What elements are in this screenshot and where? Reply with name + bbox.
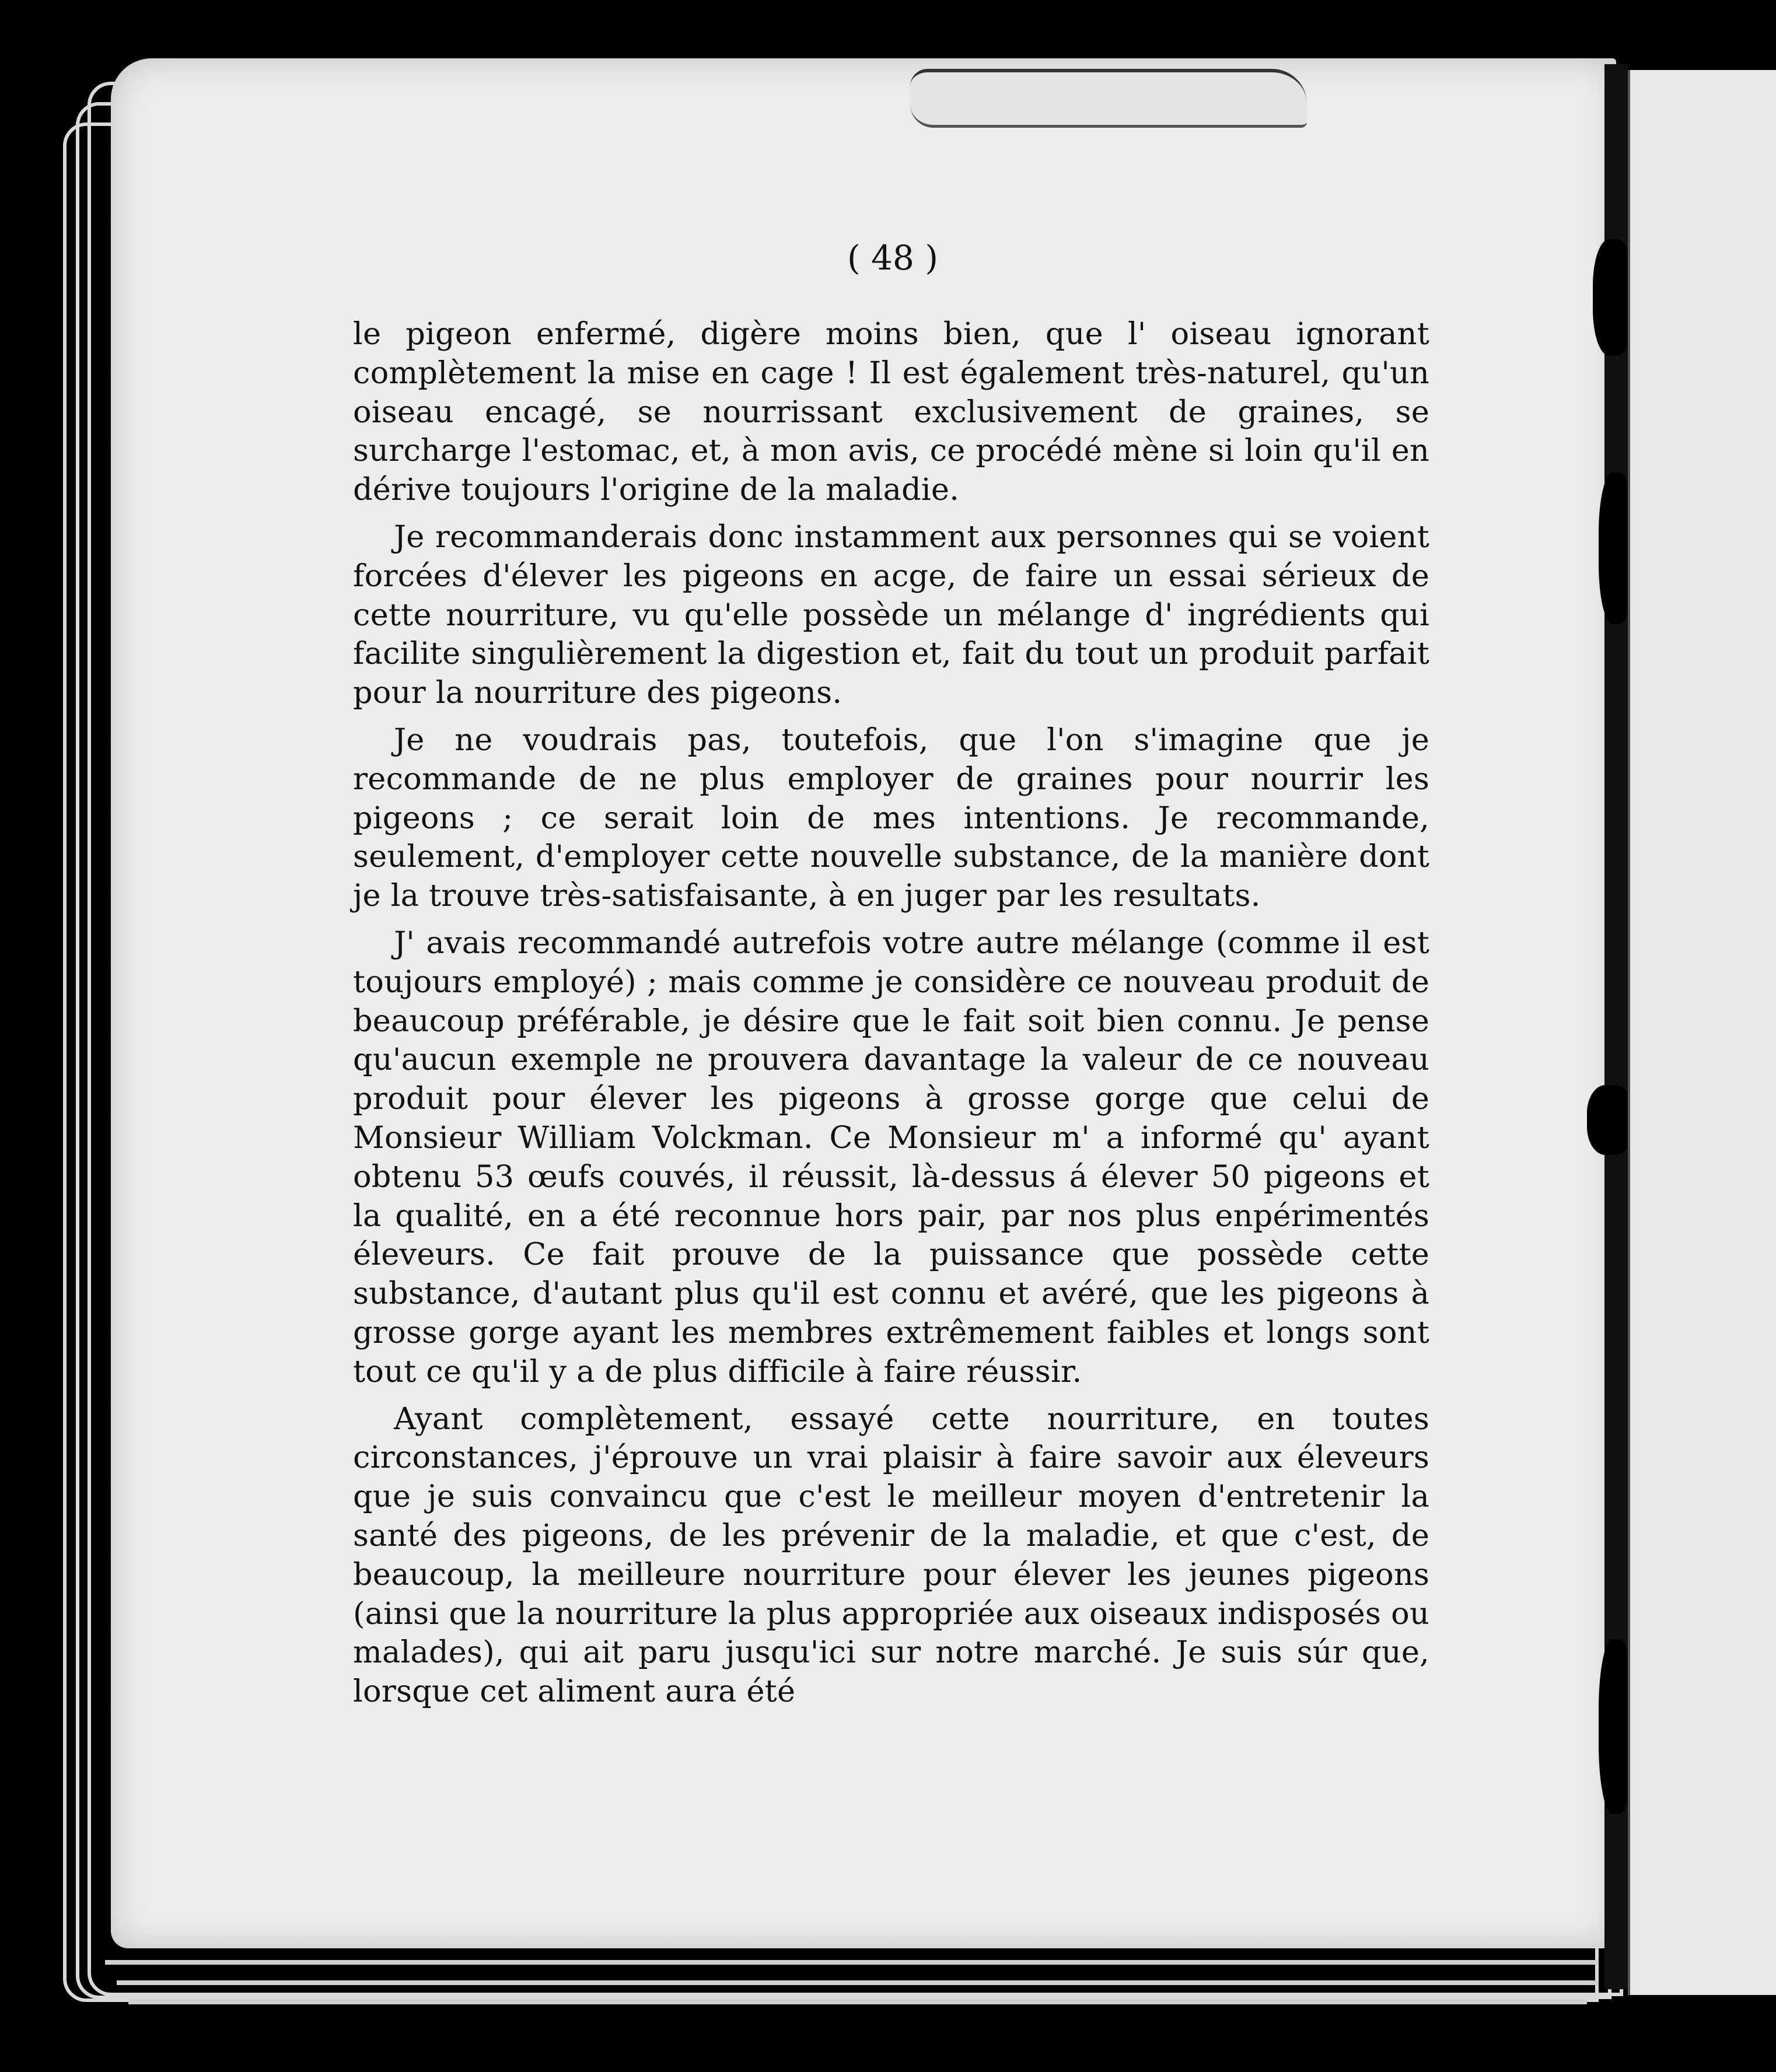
page-number: ( 48 ): [847, 238, 938, 278]
paragraph-3: Je ne voudrais pas, toutefois, que l'on s'imagine que je recommande de ne plus employer de graines pour nourrir les pigeons ; ce serait loin de mes intentions. Je recommande, seulement, d'employer cette nouvelle substance, de la manière dont je la trouve très-satisfaisante, à en juger par les resultats.: [353, 722, 1429, 914]
facing-page-edge: [1628, 70, 1776, 1995]
page-stack-bottom-edge: [105, 1960, 1599, 1965]
ink-blot: [1587, 1085, 1634, 1155]
page-stack-bottom-edge: [117, 1980, 1599, 1985]
book-gutter: [1604, 64, 1628, 1989]
paragraph-2: Je recommanderais donc instamment aux personnes qui se voient forcées d'élever les pigeons en acge, de faire un essai sérieux de cette nourriture, vu qu'elle possède un mélange d' ingrédients qui facilite singulièrement la digestion et, fait du tout un produit parfait pour la nourriture des pigeons.: [353, 519, 1429, 711]
paragraph-1: le pigeon enfermé, digère moins bien, que l' oiseau ignorant complètement la mise en cage ! Il est également très-naturel, qu'un oiseau encagé, se nourrissant exclusivement de graines, se surcharge l'estomac, et, à mon avis, ce procédé mène si loin qu'il en dérive toujours l'origine de la maladie.: [353, 316, 1429, 508]
page-stack-bottom-edge: [128, 2000, 1587, 2004]
page-tear: [910, 69, 1307, 128]
paragraph-4: J' avais recommandé autrefois votre autre mélange (comme il est toujours employé) ; mais comme je considère ce nouveau produit de beaucoup préférable, je désire que le fait soit bien connu. Je pense qu'aucun exemple ne prouvera davantage la valeur de ce nouveau produit pour élever les pigeons à grosse gorge que celui de Monsieur William Volckman. Ce Monsieur m' a informé qu' ayant obtenu 53 œufs couvés, il réussit, là-dessus á élever 50 pigeons et la qualité, en a été reconnue hors pair, par nos plus enpérimentés éleveurs. Ce fait prouve de la puissance que possède cette substance, d'autant plus qu'il est connu et avéré, que les pigeons à grosse gorge ayant les membres extrêmement faibles et longs sont tout ce qu'il y a de plus difficile à faire réussir.: [353, 925, 1429, 1390]
body-text: [353, 315, 1429, 1712]
paragraph-5: Ayant complètement, essayé cette nourriture, en toutes circonstances, j'éprouve un vrai plaisir à faire savoir aux éleveurs que je suis convaincu que c'est le meilleur moyen d'entretenir la santé des pigeons, de les prévenir de la maladie, et que c'est, de beaucoup, la meilleure nourriture pour élever les jeunes pigeons (ainsi que la nourriture la plus appropriée aux oiseaux indisposés ou malades), qui ait paru jusqu'ici sur notre marché. Je suis súr que, lorsque cet aliment aura été: [353, 1401, 1429, 1710]
